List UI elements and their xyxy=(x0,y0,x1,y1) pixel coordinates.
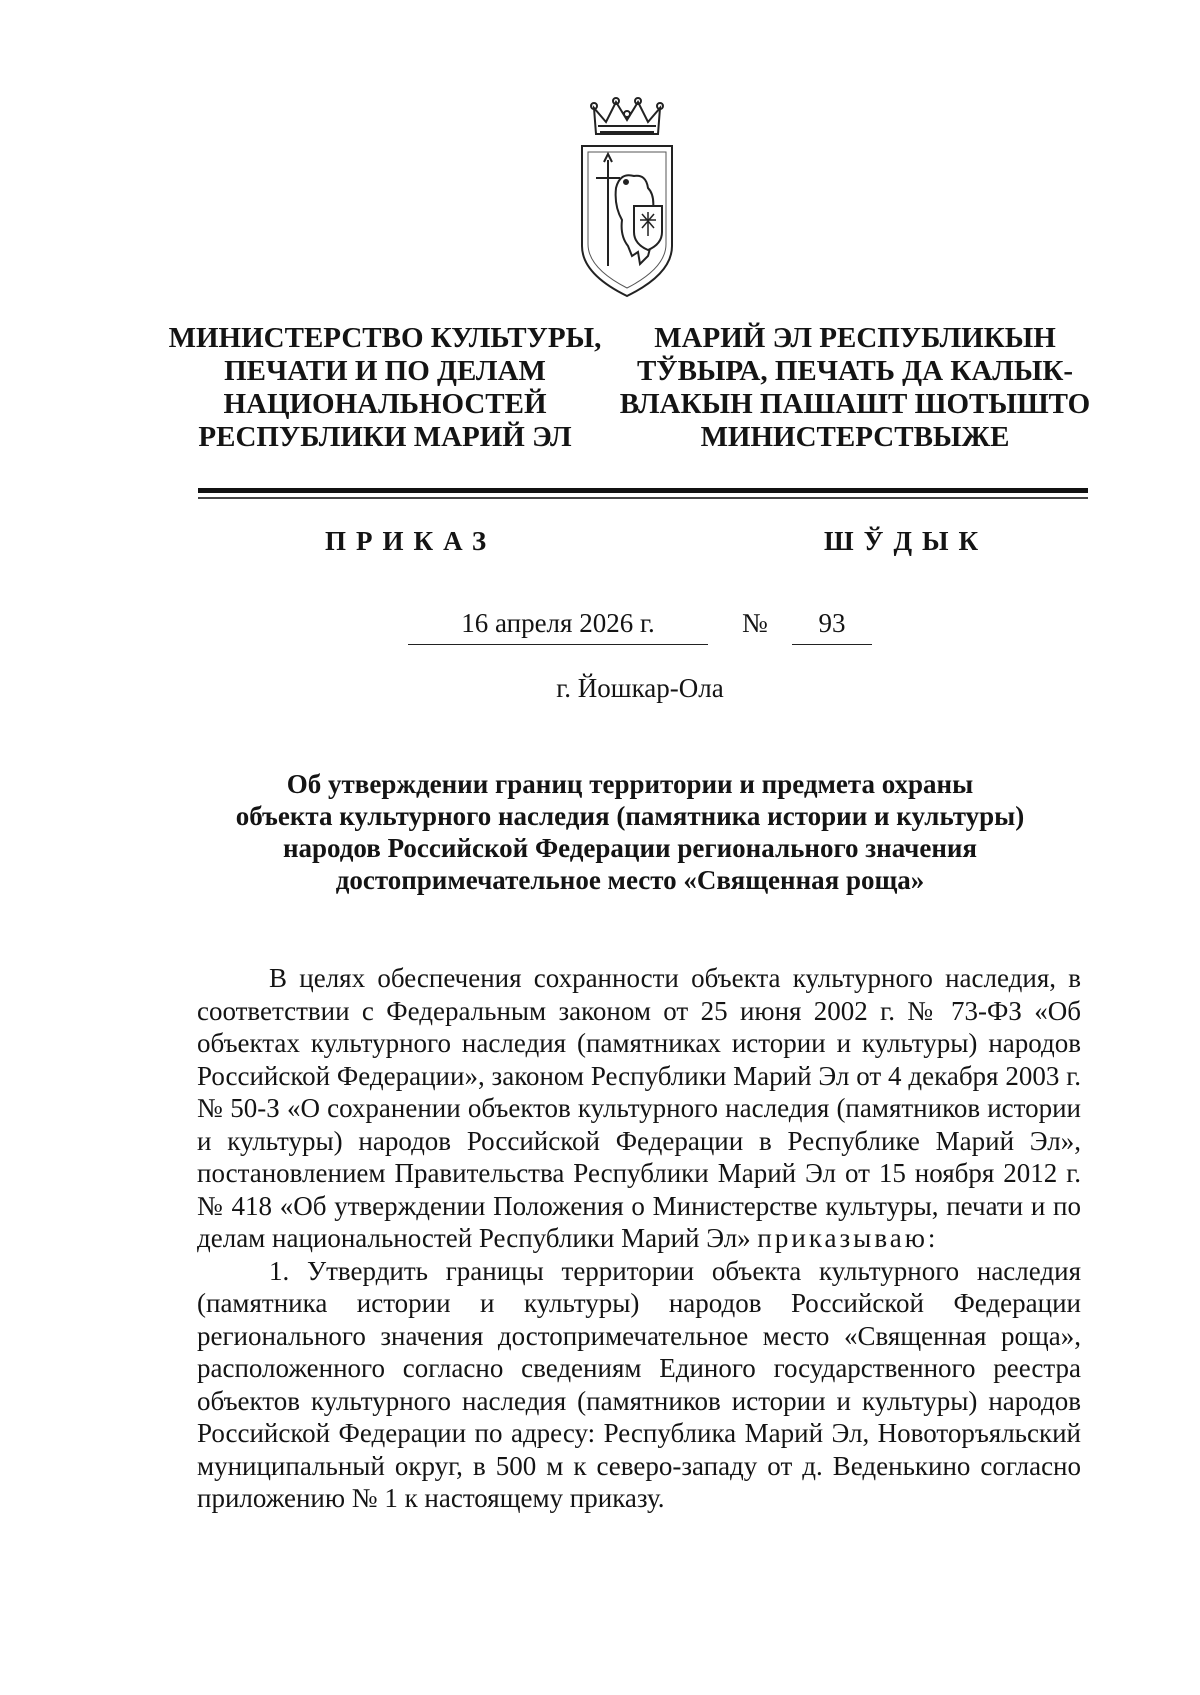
header-divider-thick xyxy=(198,488,1088,493)
preamble-text: В целях обеспечения сохранности объекта культурного наследия, в соответствии с Федеральным законом от 25 июня 2002 г. № 73-ФЗ «Об объектах культурного наследия (памятниках истории и культуры) народов Российской Федерации», законом Республики Марий Эл от 4 декабря 2003 г. № 50-З «О сохранении объектов культурного наследия (памятников истории и культуры) народов Российской Федерации в Республике Марий Эл», постановлением Правительства Республики Марий Эл от 15 ноября 2012 г. № 418 «Об утверждении Положения о Министерстве культуры, печати и по делам национальностей Республики Марий Эл» xyxy=(197,963,1081,1253)
header-line: РЕСПУБЛИКИ МАРИЙ ЭЛ xyxy=(198,421,572,453)
header-line: ВЛАКЫН ПАШАШТ ШОТЫШТО xyxy=(619,388,1091,420)
preamble-paragraph xyxy=(197,962,1081,1255)
header-line: ПЕЧАТИ И ПО ДЕЛАМ xyxy=(224,355,546,387)
document-title xyxy=(180,768,1080,896)
order-number: 93 xyxy=(792,608,872,645)
ministry-header xyxy=(150,322,1100,458)
title-line: объекта культурного наследия (памятника истории и культуры) xyxy=(235,801,1025,831)
number-sign: № xyxy=(742,608,768,638)
header-line: ТЎВЫРА, ПЕЧАТЬ ДА КАЛЫК- xyxy=(636,355,1074,387)
order-command: приказываю: xyxy=(757,1223,939,1253)
coat-of-arms-emblem xyxy=(576,96,678,302)
header-divider-thin xyxy=(198,497,1088,499)
title-line: народов Российской Федерации регионального значения xyxy=(282,833,978,863)
ministry-name-russian xyxy=(150,322,620,454)
clause-1-paragraph: 1. Утвердить границы территории объекта культурного наследия (памятника истории и культуры) народов Российской Федерации регионального значения достопримечательное место «Священная роща», расположенного согласно сведениям Единого государственного реестра объектов культурного наследия (памятников истории и культуры) народов Российской Федерации по адресу: Республика Марий Эл, Новоторъяльский муниципальный округ, в 500 м к северо-западу от д. Веденькино согласно приложению № 1 к настоящему приказу. xyxy=(197,1255,1081,1513)
ministry-name-mari xyxy=(615,322,1095,454)
title-line: Об утверждении границ территории и предмета охраны xyxy=(286,769,974,799)
header-line: МАРИЙ ЭЛ РЕСПУБЛИКЫН xyxy=(654,322,1056,354)
order-title-mari: ШЎДЫК xyxy=(824,526,989,556)
header-line: НАЦИОНАЛЬНОСТЕЙ xyxy=(223,388,547,420)
order-date: 16 апреля 2026 г. xyxy=(408,608,708,645)
header-line: МИНИСТЕРСТВО КУЛЬТУРЫ, xyxy=(168,322,602,354)
header-line: МИНИСТЕРСТВЫЖЕ xyxy=(700,421,1010,453)
document-body xyxy=(197,962,1081,1515)
order-title-russian: ПРИКАЗ xyxy=(325,526,497,556)
city-name: г. Йошкар-Ола xyxy=(556,673,724,703)
title-line: достопримечательное место «Священная роща» xyxy=(335,865,925,895)
